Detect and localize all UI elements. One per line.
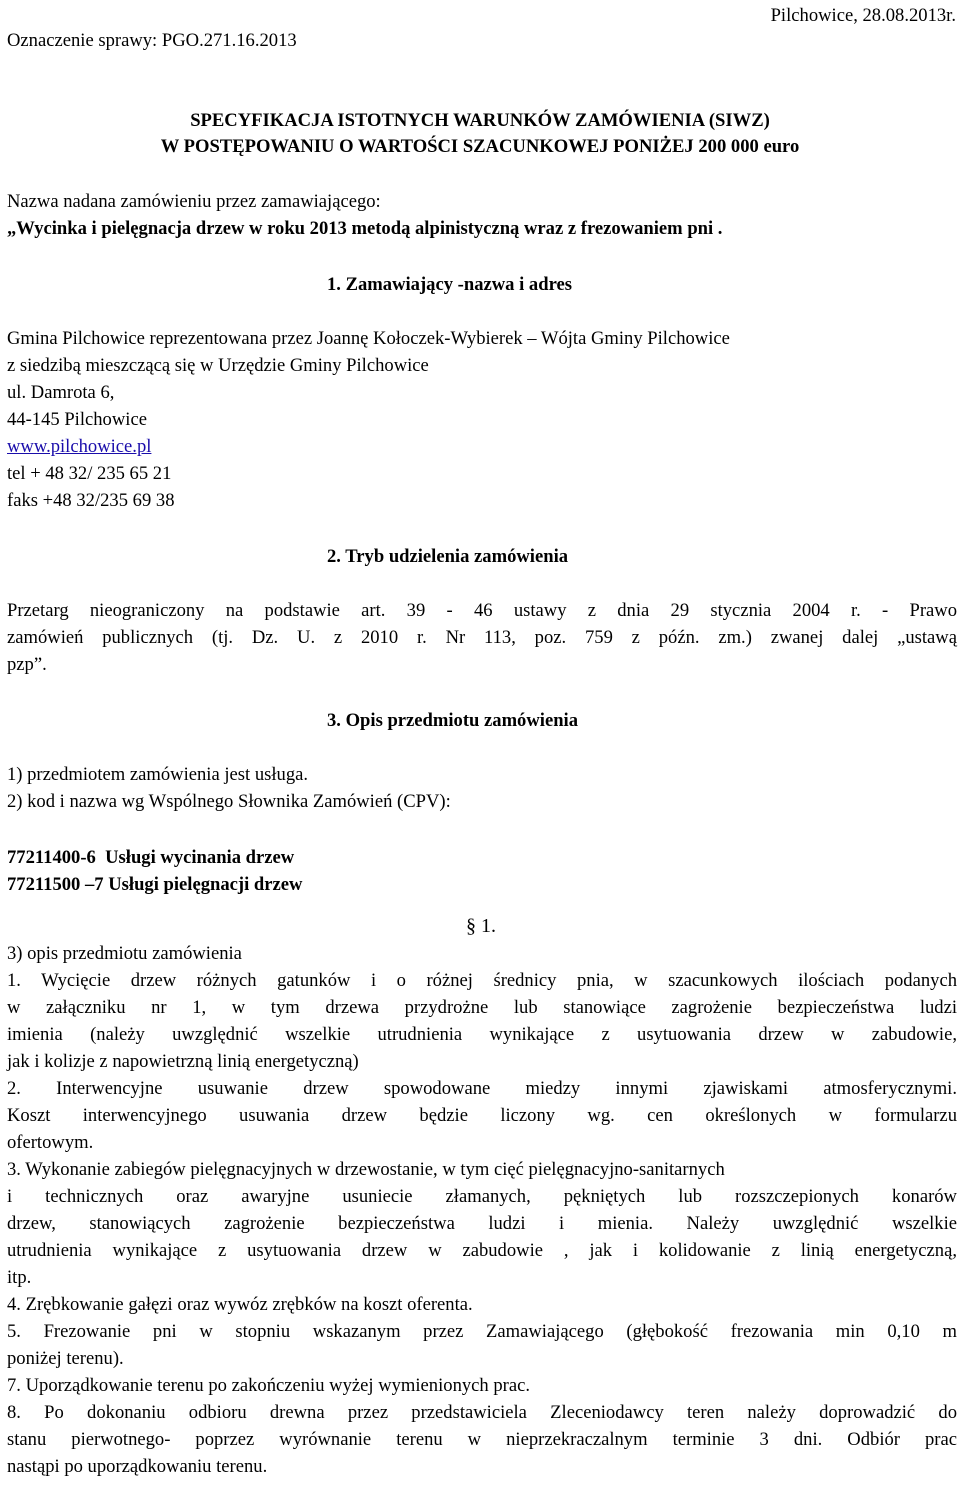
- section1-heading: 1. Zamawiający -nazwa i adres: [327, 274, 572, 295]
- description-line: 8. Po dokonaniu odbioru drewna przez przedstawiciela Zleceniodawcy teren należy doprowadzić do: [7, 1402, 957, 1423]
- description-line: imienia (należy uwzględnić wszelkie utrudnienia wynikające z usytuowania drzew w zabudowie,: [7, 1024, 957, 1045]
- description-line: 5. Frezowanie pni w stopniu wskazanym przez Zamawiającego (głębokość frezowania min 0,10 m: [7, 1321, 957, 1342]
- description-line: 7. Uporządkowanie terenu po zakończeniu wyżej wymienionych prac.: [7, 1375, 531, 1396]
- address-city: 44-145 Pilchowice: [7, 409, 147, 430]
- website-link-wrap: [7, 434, 151, 461]
- section3-heading: 3. Opis przedmiotu zamówienia: [327, 710, 579, 731]
- contracting-authority-line1: Gmina Pilchowice reprezentowana przez Joannę Kołoczek-Wybierek – Wójta Gminy Pilchowice: [7, 328, 730, 349]
- description-line: 3. Wykonanie zabiegów pielęgnacyjnych w drzewostanie, w tym cięć pielęgnacyjno-sanitarnych: [7, 1159, 725, 1180]
- case-reference: Oznaczenie sprawy: PGO.271.16.2013: [7, 30, 297, 51]
- description-line: poniżej terenu).: [7, 1348, 124, 1369]
- description-line: Koszt interwencyjnego usuwania drzew będzie liczony wg. cen określonych w formularzu: [7, 1105, 957, 1126]
- subject-item2: 2) kod i nazwa wg Wspólnego Słownika Zamówień (CPV):: [7, 791, 451, 812]
- description-line: jak i kolizje z napowietrzną linią energetyczną): [7, 1051, 359, 1072]
- description-line: i technicznych oraz awaryjne usuniecie złamanych, pękniętych lub rozszczepionych konarów: [7, 1186, 957, 1207]
- description-line: nastąpi po uporządkowaniu terenu.: [7, 1456, 268, 1477]
- address-street: ul. Damrota 6,: [7, 382, 115, 403]
- description-line: 2. Interwencyjne usuwanie drzew spowodowane miedzy innymi zjawiskami atmosferycznymi.: [7, 1078, 957, 1099]
- procedure-text-line3: pzp”.: [7, 654, 47, 675]
- document-title-line1: SPECYFIKACJA ISTOTNYCH WARUNKÓW ZAMÓWIENIA (SIWZ): [190, 110, 770, 131]
- description-line: 1. Wycięcie drzew różnych gatunków i o różnej średnicy pnia, w szacunkowych ilościach podanych: [7, 970, 957, 991]
- cpv-code-2: 77211500 –7 Usługi pielęgnacji drzew: [7, 874, 303, 895]
- description-line: drzew, stanowiących zagrożenie bezpieczeństwa ludzi i mienia. Należy uwzględnić wszelkie: [7, 1213, 957, 1234]
- order-name-label: Nazwa nadana zamówieniu przez zamawiającego:: [7, 191, 381, 212]
- section2-heading: 2. Tryb udzielenia zamówienia: [327, 546, 569, 567]
- procedure-text-line2: zamówień publicznych (tj. Dz. U. z 2010 r. Nr 113, poz. 759 z późn. zm.) zwanej dalej „ustawą: [7, 627, 957, 648]
- description-line: stanu pierwotnego- poprzez wyrównanie terenu w nieprzekraczalnym terminie 3 dni. Odbiór prac: [7, 1429, 957, 1450]
- order-name-value: „Wycinka i pielęgnacja drzew w roku 2013 metodą alpinistyczną wraz z frezowaniem pni .: [7, 218, 723, 239]
- contracting-authority-line2: z siedzibą mieszczącą się w Urzędzie Gminy Pilchowice: [7, 355, 429, 376]
- description-line: utrudnienia wynikające z usytuowania drzew w zabudowie , jak i kolidowanie z linią energetyczną,: [7, 1240, 957, 1261]
- website-link[interactable]: www.pilchowice.pl: [7, 436, 152, 457]
- place-and-date: Pilchowice, 28.08.2013r.: [770, 5, 956, 26]
- description-line: itp.: [7, 1267, 32, 1288]
- cpv-code-1: 77211400-6 Usługi wycinania drzew: [7, 847, 295, 868]
- phone-number: tel + 48 32/ 235 65 21: [7, 463, 172, 484]
- procedure-text-line1: Przetarg nieograniczony na podstawie art. 39 - 46 ustawy z dnia 29 stycznia 2004 r. - Prawo: [7, 600, 957, 621]
- document-title-line2: W POSTĘPOWANIU O WARTOŚCI SZACUNKOWEJ PONIŻEJ 200 000 euro: [160, 136, 800, 157]
- description-line: w załączniku nr 1, w tym drzewa przydrożne lub stanowiące zagrożenie bezpieczeństwa ludzi: [7, 997, 957, 1018]
- paragraph-mark: § 1.: [466, 915, 496, 937]
- fax-number: faks +48 32/235 69 38: [7, 490, 175, 511]
- description-line: 4. Zrębkowanie gałęzi oraz wywóz zrębków na koszt oferenta.: [7, 1294, 473, 1315]
- subject-item1: 1) przedmiotem zamówienia jest usługa.: [7, 764, 309, 785]
- description-line: ofertowym.: [7, 1132, 94, 1153]
- subject-item3: 3) opis przedmiotu zamówienia: [7, 943, 242, 964]
